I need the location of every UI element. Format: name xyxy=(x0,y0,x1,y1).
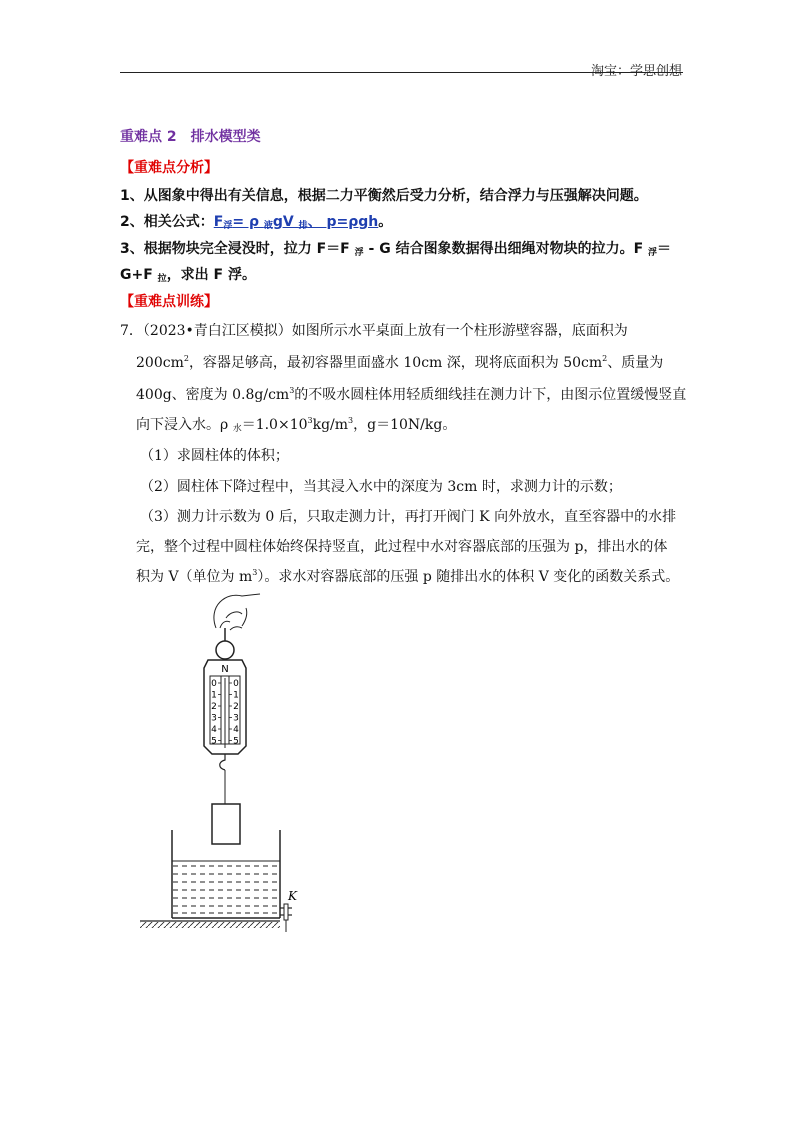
problem-line-4 xyxy=(136,414,456,434)
formula-label: 2、相关公式： xyxy=(120,214,214,230)
formula-sub: 液 xyxy=(263,221,273,231)
problem-line-3 xyxy=(136,384,686,404)
text-part: ）。求水对容器底部的压强 p 随排出水的体积 V 变化的函数关系式。 xyxy=(257,569,680,585)
text-sup: 2 xyxy=(602,354,608,363)
text-sub: 拉 xyxy=(157,274,167,284)
formula-link[interactable] xyxy=(214,214,379,230)
problem-line-1: 7．（2023•青白江区模拟）如图所示水平桌面上放有一个柱形游壁容器，底面积为 xyxy=(120,323,628,339)
text-part: ，求出 F 浮。 xyxy=(166,267,256,283)
text-sup: 3 xyxy=(252,568,258,577)
scale-tick-label: 0 xyxy=(233,679,239,689)
text-part: 、质量为 xyxy=(607,355,664,371)
text-sub: 水 xyxy=(232,424,242,434)
table-hatching xyxy=(140,922,280,928)
scale-tick-label: 4 xyxy=(211,725,217,735)
text-part: 积为 V（单位为 m xyxy=(136,569,253,585)
text-part: - G 结合图象数据得出细绳对物块的拉力。F xyxy=(363,241,649,257)
scale-tick-label: 2 xyxy=(233,702,239,712)
question-3-line-2: 完，整个过程中圆柱体始终保持竖直，此过程中水对容器底部的压强为 p，排出水的体 xyxy=(136,539,668,555)
water xyxy=(173,866,279,913)
section-title xyxy=(120,126,261,146)
question-1: （1）求圆柱体的体积； xyxy=(140,448,289,464)
cylinder xyxy=(212,804,240,844)
text-sup: 3 xyxy=(289,386,295,395)
experiment-figure xyxy=(130,590,320,935)
text-part: 向下浸入水。ρ xyxy=(136,417,233,433)
text-part: ＝ xyxy=(657,241,672,257)
formula-sub: 排 xyxy=(298,221,308,231)
scale-tick-label: 3 xyxy=(233,713,239,724)
analysis-point-3-cont xyxy=(120,264,256,284)
scale-tick-label: 0 xyxy=(211,679,217,689)
formula-part: 、 p=ρgh xyxy=(307,214,379,230)
text-part: G+F xyxy=(120,267,158,283)
text-part: ，容器足够高，最初容器里面盛水 10cm 深，现将底面积为 50cm xyxy=(188,355,603,371)
analysis-point-3 xyxy=(120,238,671,258)
text-sub: 浮 xyxy=(648,248,658,258)
formula-end: 。 xyxy=(378,214,393,230)
question-3-line-1: （3）测力计示数为 0 后，只取走测力计，再打开阀门 K 向外放水，直至容器中的水排 xyxy=(140,509,677,525)
formula-part: gV xyxy=(272,214,299,230)
scale-unit-label: N xyxy=(221,664,229,675)
formula-sub: 浮 xyxy=(223,221,233,231)
hand-drawing xyxy=(214,594,260,630)
section-name: 排水模型类 xyxy=(190,129,261,145)
text-part: ＝1.0×10 xyxy=(241,417,308,433)
scale-tick-label: 4 xyxy=(233,725,239,735)
text-part: 400g、密度为 0.8g/cm xyxy=(136,387,290,403)
text-part: ，g＝10N/kg。 xyxy=(353,417,457,433)
scale-tick-label: 5 xyxy=(211,736,217,747)
analysis-heading: 【重难点分析】 xyxy=(120,160,218,176)
bottom-hook xyxy=(220,754,225,770)
analysis-point-1: 1、从图象中得出有关信息，根据二力平衡然后受力分析，结合浮力与压强解决问题。 xyxy=(120,188,648,204)
formula-part: = ρ xyxy=(232,214,264,230)
formula-part: F xyxy=(213,214,224,230)
scale-tick-label: 1 xyxy=(233,690,239,701)
scale-tick-label: 1 xyxy=(211,690,217,701)
text-sub: 浮 xyxy=(354,248,364,258)
text-part: 200cm xyxy=(136,355,184,371)
text-part: 3、根据物块完全浸没时，拉力 F＝F xyxy=(120,241,355,257)
scale-tick-label: 5 xyxy=(233,736,239,747)
valve xyxy=(280,904,292,932)
header-shop-name: 淘宝：学思创想 xyxy=(590,64,682,79)
question-2: （2）圆柱体下降过程中，当其浸入水中的深度为 3cm 时，求测力计的示数； xyxy=(140,479,622,495)
header-divider xyxy=(120,72,683,73)
text-part: 的不吸水圆柱体用轻质细线挂在测力计下，由图示位置缓慢竖直 xyxy=(294,387,687,403)
analysis-point-2 xyxy=(120,211,392,231)
section-number: 重难点 2 xyxy=(120,129,177,145)
question-3-line-3 xyxy=(136,566,679,586)
valve-label: K xyxy=(288,889,297,903)
top-ring xyxy=(216,641,234,659)
scale-tick-label: 3 xyxy=(211,713,217,724)
problem-line-2 xyxy=(136,352,663,372)
text-part: kg/m xyxy=(312,417,349,433)
text-sup: 3 xyxy=(307,416,313,425)
text-sup: 3 xyxy=(348,416,354,425)
scale-tick-label: 2 xyxy=(211,702,217,712)
training-heading: 【重难点训练】 xyxy=(120,294,218,310)
text-sup: 2 xyxy=(183,354,189,363)
